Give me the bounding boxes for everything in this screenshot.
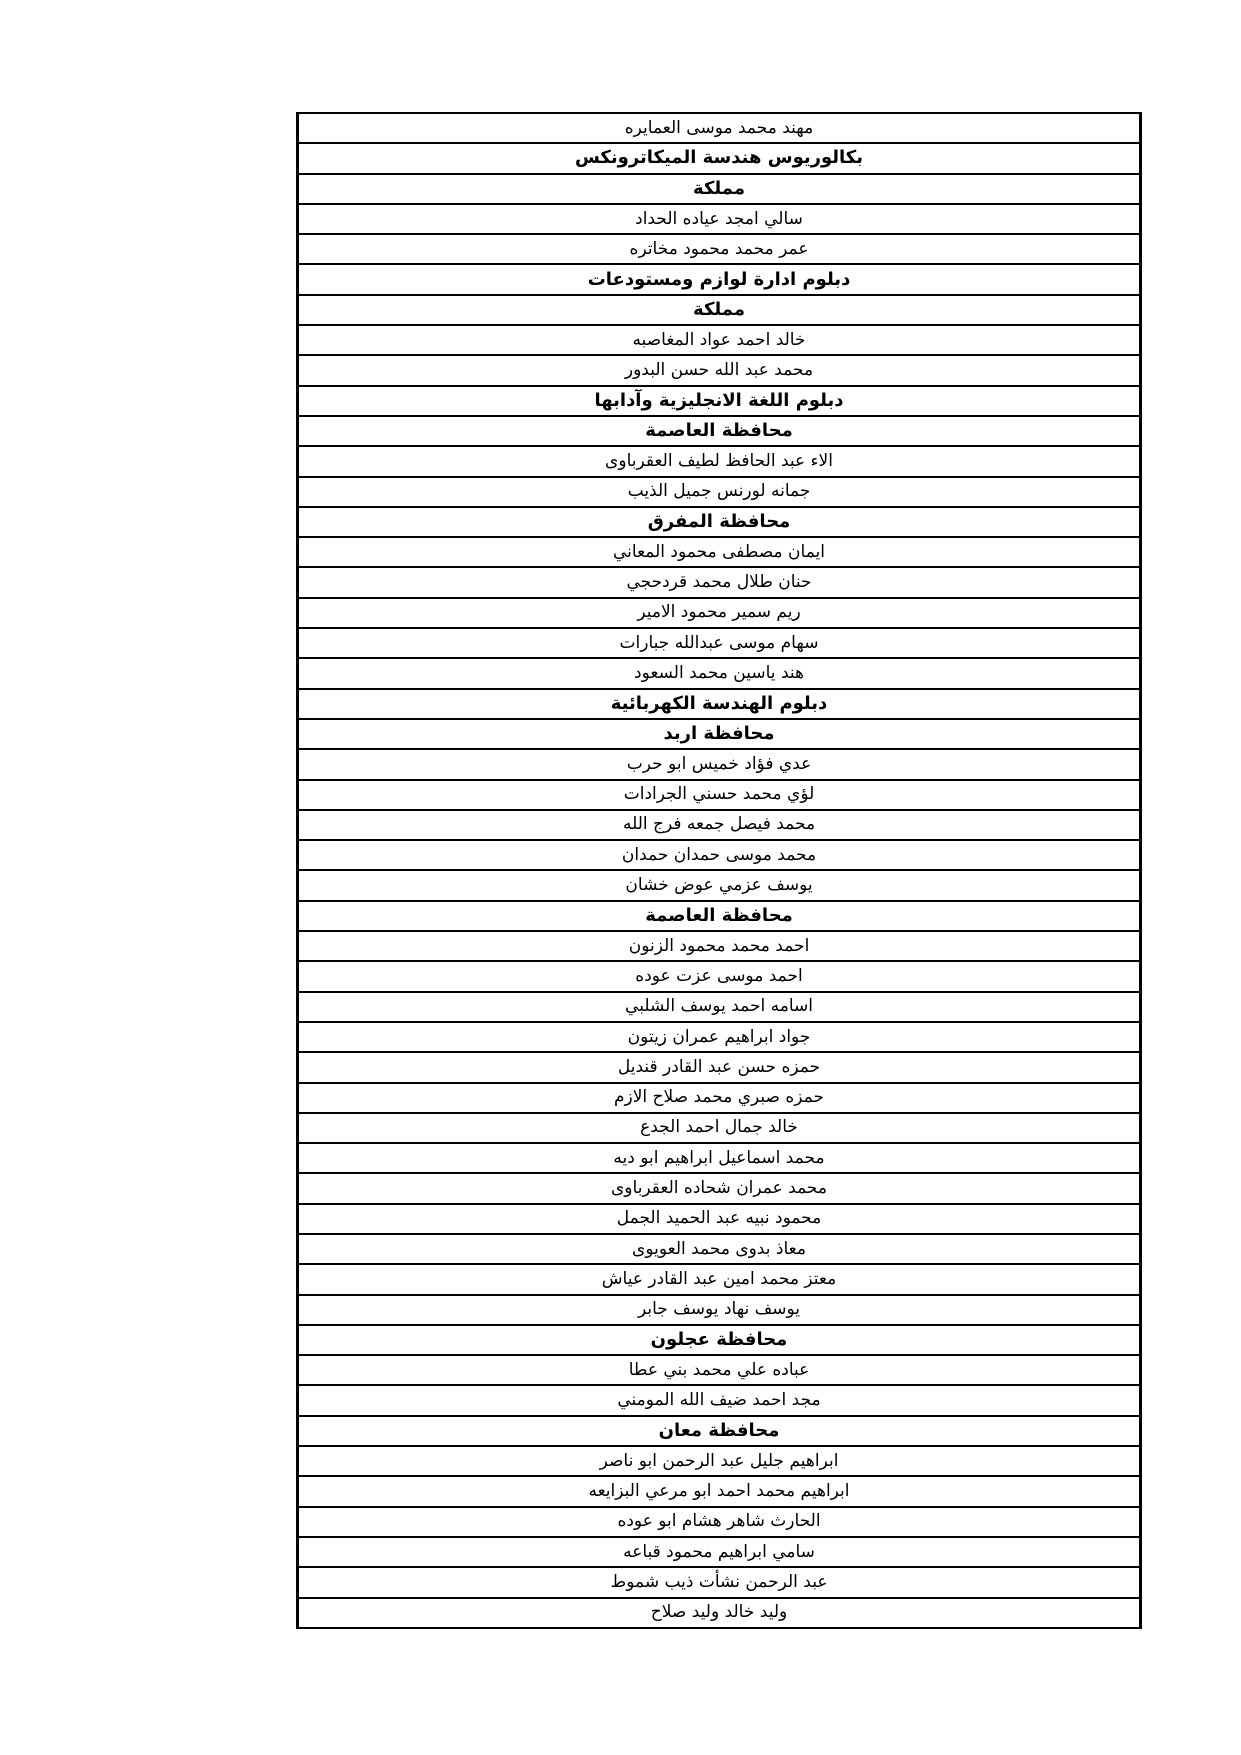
name-row: سالي امجد عياده الحداد — [299, 205, 1139, 235]
name-row: معتز محمد امين عبد القادر عياش — [299, 1265, 1139, 1295]
name-row: جواد ابراهيم عمران زيتون — [299, 1023, 1139, 1053]
name-row: ابراهيم جليل عبد الرحمن ابو ناصر — [299, 1447, 1139, 1477]
name-row: حمزه صبري محمد صلاح الازم — [299, 1084, 1139, 1114]
name-row: اسامه احمد يوسف الشلبي — [299, 993, 1139, 1023]
section-heading-row: محافظة معان — [299, 1417, 1139, 1447]
name-row: خالد احمد عواد المغاصبه — [299, 326, 1139, 356]
section-heading-row: دبلوم الهندسة الكهربائية — [299, 690, 1139, 720]
names-table — [296, 112, 1142, 1629]
section-heading-row: مملكة — [299, 175, 1139, 205]
section-heading-row: دبلوم اللغة الانجليزية وآدابها — [299, 387, 1139, 417]
section-heading-row: محافظة اربد — [299, 720, 1139, 750]
name-row: احمد محمد محمود الزنون — [299, 932, 1139, 962]
name-row: يوسف عزمي عوض خشان — [299, 871, 1139, 901]
name-row: مجد احمد ضيف الله المومني — [299, 1386, 1139, 1416]
name-row: ريم سمير محمود الامير — [299, 599, 1139, 629]
name-row: هند ياسين محمد السعود — [299, 659, 1139, 689]
section-heading-row: بكالوريوس هندسة الميكاترونكس — [299, 144, 1139, 174]
name-row: لؤي محمد حسني الجرادات — [299, 781, 1139, 811]
name-row: احمد موسى عزت عوده — [299, 962, 1139, 992]
section-heading-row: محافظة العاصمة — [299, 902, 1139, 932]
name-row: محمد فيصل جمعه فرج الله — [299, 811, 1139, 841]
section-heading-row: دبلوم ادارة لوازم ومستودعات — [299, 265, 1139, 295]
name-row: عمر محمد محمود مخاتره — [299, 235, 1139, 265]
name-row: محمد اسماعيل ابراهيم ابو ديه — [299, 1144, 1139, 1174]
name-row: محمد موسى حمدان حمدان — [299, 841, 1139, 871]
name-row: محمود نبيه عبد الحميد الجمل — [299, 1205, 1139, 1235]
section-heading-row: مملكة — [299, 296, 1139, 326]
name-row: مهند محمد موسى العمايره — [299, 114, 1139, 144]
section-heading-row: محافظة العاصمة — [299, 417, 1139, 447]
name-row: عباده علي محمد بني عطا — [299, 1356, 1139, 1386]
name-row: سامي ابراهيم محمود قباعه — [299, 1538, 1139, 1568]
name-row: عبد الرحمن نشأت ذيب شموط — [299, 1568, 1139, 1598]
name-row: خالد جمال احمد الجدع — [299, 1114, 1139, 1144]
name-row: الاء عبد الحافظ لطيف العقرباوى — [299, 447, 1139, 477]
name-row: ايمان مصطفى محمود المعاني — [299, 538, 1139, 568]
name-row: وليد خالد وليد صلاح — [299, 1599, 1139, 1629]
name-row: سهام موسى عبدالله جبارات — [299, 629, 1139, 659]
name-row: ابراهيم محمد احمد ابو مرعي البزايعه — [299, 1477, 1139, 1507]
section-heading-row: محافظة عجلون — [299, 1326, 1139, 1356]
name-row: جمانه لورنس جميل الذيب — [299, 478, 1139, 508]
name-row: عدي فؤاد خميس ابو حرب — [299, 750, 1139, 780]
section-heading-row: محافظة المفرق — [299, 508, 1139, 538]
name-row: الحارث شاهر هشام ابو عوده — [299, 1508, 1139, 1538]
name-row: محمد عمران شحاده العقرباوى — [299, 1174, 1139, 1204]
name-row: معاذ بدوى محمد العويوى — [299, 1235, 1139, 1265]
name-row: حمزه حسن عبد القادر قنديل — [299, 1053, 1139, 1083]
name-row: يوسف نهاد يوسف جابر — [299, 1296, 1139, 1326]
name-row: حنان طلال محمد قردحجي — [299, 568, 1139, 598]
name-row: محمد عبد الله حسن البدور — [299, 356, 1139, 386]
